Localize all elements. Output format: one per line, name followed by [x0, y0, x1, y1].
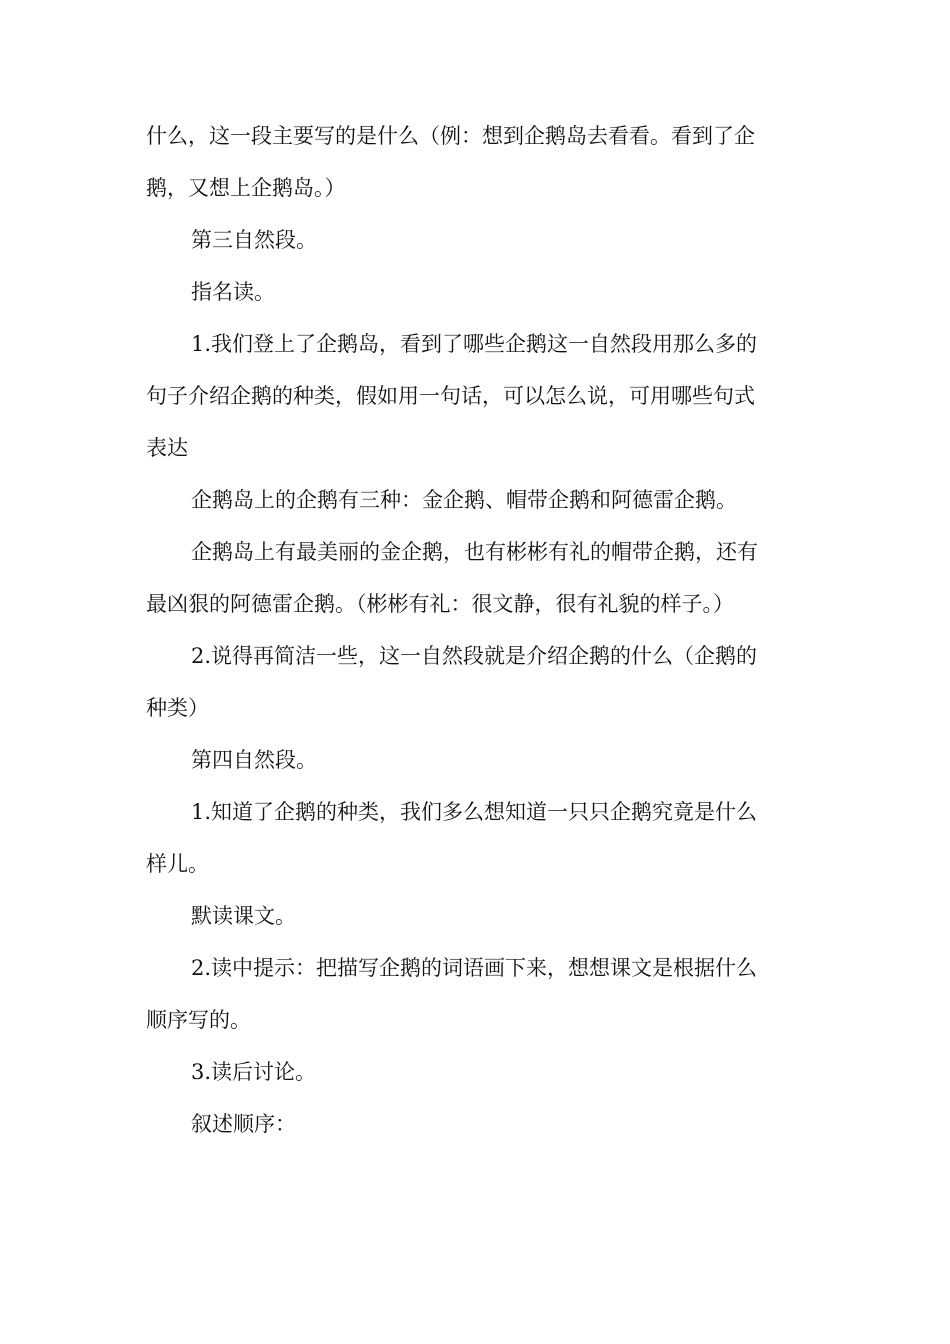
text-line: 最凶狠的阿德雷企鹅。（彬彬有礼：很文静，很有礼貌的样子。） — [146, 592, 734, 616]
text-line: 1.知道了企鹅的种类，我们多么想知道一只只企鹅究竟是什么 — [191, 800, 758, 824]
text-line: 3.读后讨论。 — [191, 1060, 317, 1084]
text-line: 句子介绍企鹅的种类，假如用一句话，可以怎么说，可用哪些句式 — [146, 384, 755, 408]
text-line: 2.说得再简洁一些，这一自然段就是介绍企鹅的什么（企鹅的 — [191, 644, 758, 668]
text-line: 顺序写的。 — [146, 1008, 251, 1032]
text-line: 样儿。 — [146, 852, 209, 876]
text-line: 鹅，又想上企鹅岛。） — [146, 176, 346, 200]
text-line: 什么，这一段主要写的是什么（例：想到企鹅岛去看看。看到了企 — [146, 124, 755, 148]
text-line: 企鹅岛上的企鹅有三种：金企鹅、帽带企鹅和阿德雷企鹅。 — [191, 488, 737, 512]
text-line: 企鹅岛上有最美丽的金企鹅，也有彬彬有礼的帽带企鹅，还有 — [191, 540, 758, 564]
document-body — [146, 110, 802, 1150]
text-line: 1.我们登上了企鹅岛，看到了哪些企鹅这一自然段用那么多的 — [191, 332, 758, 356]
section-heading: 第四自然段。 — [191, 748, 317, 772]
text-line: 2.读中提示：把描写企鹅的词语画下来，想想课文是根据什么 — [191, 956, 758, 980]
section-heading: 第三自然段。 — [191, 228, 317, 252]
text-line: 默读课文。 — [191, 904, 296, 928]
text-line: 表达 — [146, 436, 188, 460]
text-line: 指名读。 — [191, 280, 275, 304]
text-line: 种类） — [146, 696, 209, 720]
text-line: 叙述顺序： — [191, 1112, 296, 1136]
